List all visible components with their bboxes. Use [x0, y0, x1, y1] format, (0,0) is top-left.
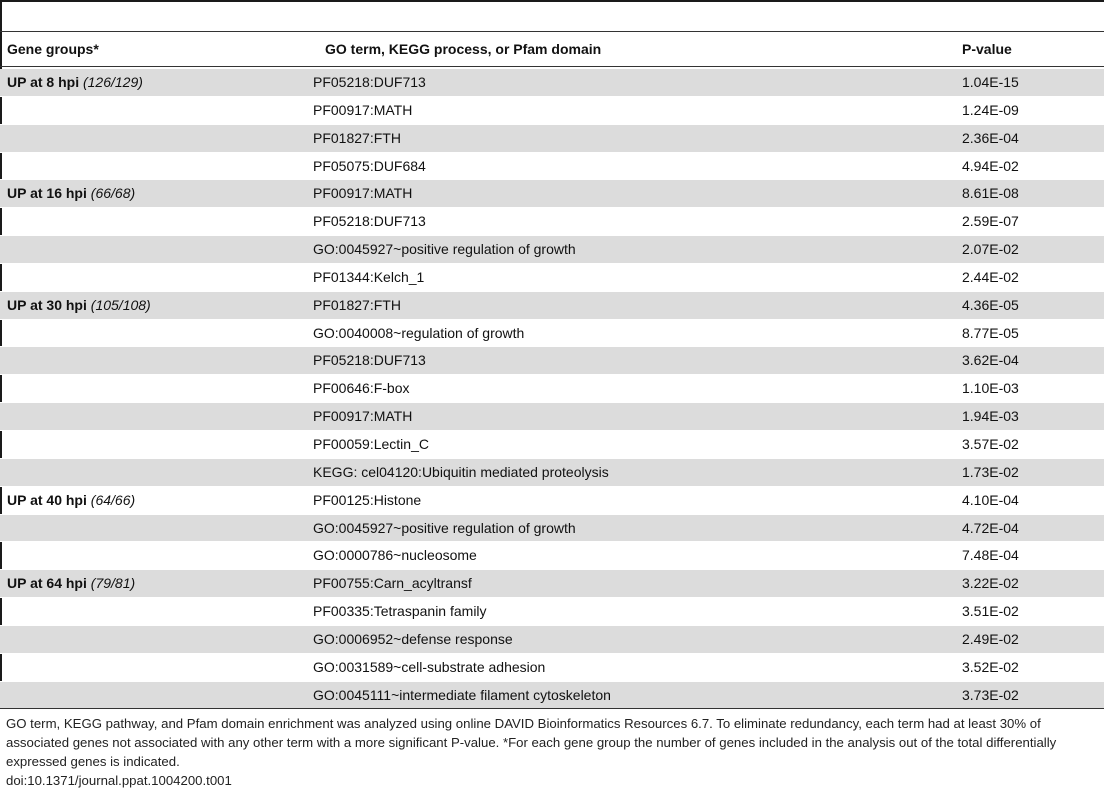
gene-group-cell: [7, 180, 135, 207]
table-row: [0, 97, 1104, 125]
gene-group-fraction: (66/68): [90, 185, 136, 202]
term-cell: GO:0045111~intermediate filament cytoskeleton: [313, 686, 611, 703]
term-cell: PF01827:FTH: [313, 296, 401, 313]
table-row: [0, 654, 1104, 682]
gene-group-cell: [7, 69, 143, 96]
pvalue-cell: 1.94E-03: [962, 408, 1019, 425]
gene-group-label: UP at 40 hpi: [7, 491, 87, 508]
term-cell: GO:0006952~defense response: [313, 630, 513, 647]
pvalue-cell: 2.36E-04: [962, 129, 1019, 146]
table-row: [0, 180, 1104, 208]
pvalue-cell: 3.62E-04: [962, 352, 1019, 369]
table-row: [0, 125, 1104, 153]
table-row: [0, 598, 1104, 626]
pvalue-cell: 4.36E-05: [962, 296, 1019, 313]
pvalue-cell: 2.44E-02: [962, 268, 1019, 285]
term-cell: PF05218:DUF713: [313, 74, 426, 90]
term-cell: GO:0040008~regulation of growth: [313, 324, 525, 341]
term-cell: PF01827:FTH: [313, 129, 401, 146]
table-row: [0, 403, 1104, 431]
term-cell: PF00646:F-box: [313, 380, 410, 397]
table-row: [0, 682, 1104, 710]
gene-group-cell: [7, 570, 135, 597]
pvalue-cell: 3.22E-02: [962, 575, 1019, 592]
header-term: GO term, KEGG process, or Pfam domain: [325, 41, 602, 57]
pvalue-cell: 3.51E-02: [962, 603, 1019, 620]
term-cell: GO:0045927~positive regulation of growth: [313, 519, 576, 536]
pvalue-cell: 8.61E-08: [962, 185, 1019, 202]
term-cell: KEGG: cel04120:Ubiquitin mediated proteolysis: [313, 463, 609, 480]
term-cell: PF05218:DUF713: [313, 213, 426, 230]
term-cell: PF00059:Lectin_C: [313, 435, 429, 452]
pvalue-cell: 7.48E-04: [962, 547, 1019, 564]
term-cell: PF00755:Carn_acyltransf: [313, 575, 472, 592]
pvalue-cell: 4.10E-04: [962, 491, 1019, 508]
table-row: [0, 431, 1104, 459]
table-header-row: [0, 32, 1104, 66]
table-row: [0, 375, 1104, 403]
header-bottom-rule: [0, 66, 1104, 67]
table-row: [0, 236, 1104, 264]
term-cell: PF05075:DUF684: [313, 157, 426, 174]
pvalue-cell: 3.52E-02: [962, 658, 1019, 675]
pvalue-cell: 4.94E-02: [962, 157, 1019, 174]
pvalue-cell: 4.72E-04: [962, 519, 1019, 536]
pvalue-cell: 1.10E-03: [962, 380, 1019, 397]
term-cell: PF00125:Histone: [313, 491, 422, 508]
term-cell: GO:0031589~cell-substrate adhesion: [313, 658, 546, 675]
table-bottom-rule: [0, 708, 1104, 709]
gene-group-cell: [7, 487, 135, 514]
table-row: [0, 347, 1104, 375]
table-body: [0, 69, 1104, 709]
table-row: [0, 69, 1104, 97]
gene-group-label: UP at 16 hpi: [7, 185, 87, 202]
term-cell: PF00917:MATH: [313, 185, 413, 202]
gene-group-label: UP at 64 hpi: [7, 575, 87, 592]
term-cell: GO:0045927~positive regulation of growth: [313, 241, 576, 258]
term-cell: PF00917:MATH: [313, 101, 413, 118]
term-cell: PF01344:Kelch_1: [313, 268, 425, 285]
table-title-strip: [2, 2, 1104, 31]
pvalue-cell: 3.57E-02: [962, 435, 1019, 452]
gene-group-fraction: (105/108): [90, 296, 151, 313]
table-row: [0, 208, 1104, 236]
table-row: [0, 487, 1104, 515]
term-cell: PF00917:MATH: [313, 408, 413, 425]
table-row: [0, 459, 1104, 487]
pvalue-cell: 2.07E-02: [962, 241, 1019, 258]
table-row: [0, 153, 1104, 181]
table-row: [0, 292, 1104, 320]
gene-group-cell: [7, 292, 151, 319]
table-footnote: GO term, KEGG pathway, and Pfam domain enrichment was analyzed using online DAVID Bioinformatics Resources 6.7. To eliminate redundancy, each term had at least 30% of associated genes not associated with any other term with a more significant P-value. *For each gene group the number of genes included in the analysis out of the total differentially expressed genes is indicated.: [6, 716, 1057, 769]
pvalue-cell: 1.24E-09: [962, 101, 1019, 118]
pvalue-cell: 3.73E-02: [962, 686, 1019, 703]
table-row: [0, 626, 1104, 654]
pvalue-cell: 8.77E-05: [962, 324, 1019, 341]
term-cell: PF05218:DUF713: [313, 352, 426, 369]
pvalue-cell: 1.73E-02: [962, 463, 1019, 480]
table-row: [0, 320, 1104, 348]
pvalue-cell: 2.59E-07: [962, 213, 1019, 230]
pvalue-cell: 2.49E-02: [962, 630, 1019, 647]
gene-group-label: UP at 30 hpi: [7, 296, 87, 313]
table-row: [0, 264, 1104, 292]
table-row: [0, 515, 1104, 543]
doi-link[interactable]: doi:10.1371/journal.ppat.1004200.t001: [6, 773, 232, 788]
gene-group-label: UP at 8 hpi: [7, 74, 80, 90]
gene-group-fraction: (64/66): [90, 491, 136, 508]
pvalue-cell: 1.04E-15: [962, 74, 1019, 90]
header-gene-groups: Gene groups*: [7, 41, 99, 57]
table-row: [0, 542, 1104, 570]
table-row: [0, 570, 1104, 598]
header-pvalue: P-value: [962, 41, 1012, 57]
gene-group-fraction: (126/129): [82, 74, 143, 90]
term-cell: PF00335:Tetraspanin family: [313, 603, 487, 620]
term-cell: GO:0000786~nucleosome: [313, 547, 477, 564]
gene-group-fraction: (79/81): [90, 575, 136, 592]
